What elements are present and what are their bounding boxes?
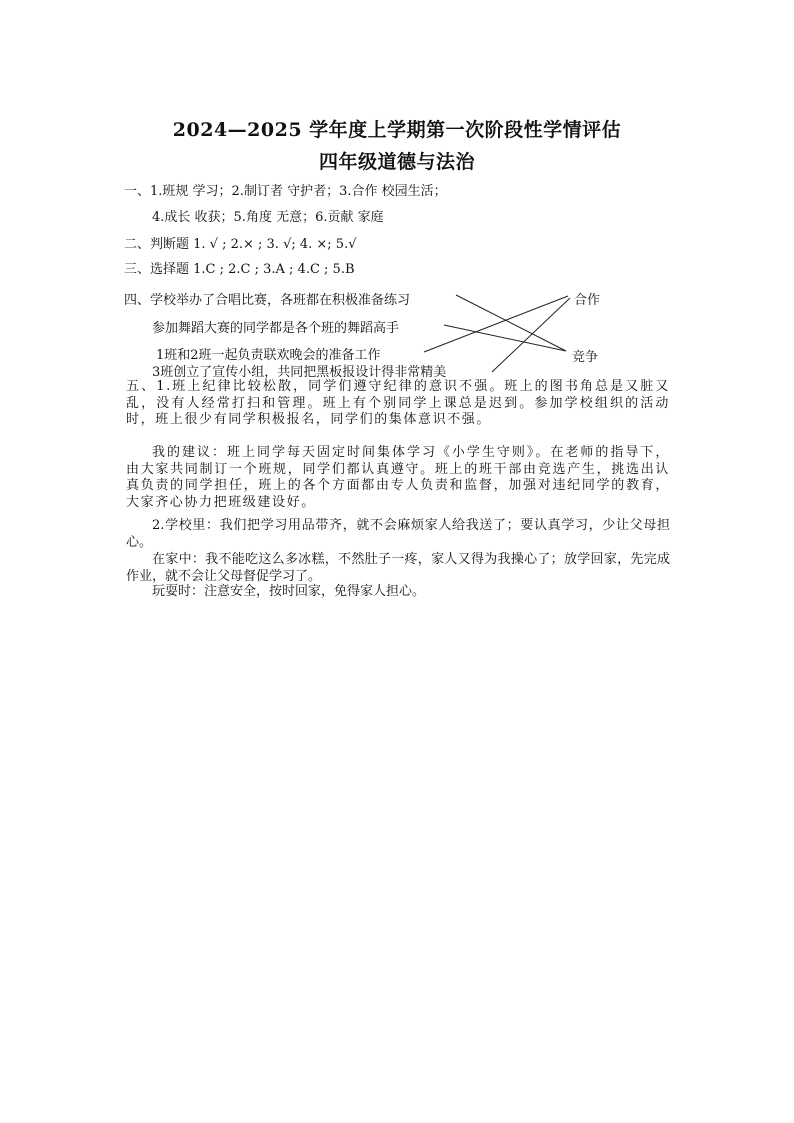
page-title-line2: 四年级道德与法治 <box>318 151 475 173</box>
match-target-competition: 竞争 <box>572 350 599 365</box>
match-item-3: 1班和2班一起负责联欢晚会的准备工作 <box>156 348 381 363</box>
match-item-4: 3班创立了宣传小组，共同把黑板报设计得非常精美 <box>152 365 447 380</box>
match-line-3 <box>424 296 568 352</box>
match-line-2 <box>444 325 566 351</box>
match-item-1: 四、学校举办了合唱比赛，各班都在积极准备练习 <box>124 293 411 308</box>
match-target-cooperation: 合作 <box>574 293 601 308</box>
match-item-2: 参加舞蹈大赛的同学都是各个班的舞蹈高手 <box>152 321 400 336</box>
section5-paragraph-1: 五、1.班上纪律比较松散，同学们遵守纪律的意识不强。班上的图书角总是又脏又乱，没有人经常打扫和管理。班上有个别同学上课总是迟到。参加学校组织的活动时，班上很少有同学积极报名，同学们的集体意识不强。 <box>126 379 670 427</box>
section3-line: 三、选择题 1.C ; 2.C ; 3.A ; 4.C ; 5.B <box>124 262 355 277</box>
section5-paragraph-3: 2.学校里：我们把学习用品带齐，就不会麻烦家人给我送了；要认真学习，少让父母担心。 <box>126 518 670 550</box>
section5-paragraph-2: 我的建议：班上同学每天固定时间集体学习《小学生守则》。在老师的指导下，由大家共同制订一个班规，同学们都认真遵守。班上的班干部由竞选产生，挑选出认真负责的同学担任，班上的各个方面都由专人负责和监督，加强对违纪同学的教育，大家齐心协力把班级建设好。 <box>126 445 670 510</box>
section5-paragraph-5: 玩耍时：注意安全，按时回家，免得家人担心。 <box>152 584 426 599</box>
match-line-4 <box>492 298 570 372</box>
section5-paragraph-4: 在家中：我不能吃这么多冰糕，不然肚子一疼，家人又得为我操心了；放学回家，先完成作业，就不会让父母督促学习了。 <box>126 552 670 584</box>
section1-line2: 4.成长 收获；5.角度 无意；6.贡献 家庭 <box>152 210 384 225</box>
section2-line: 二、判断题 1. √ ; 2.× ; 3. √; 4. ×; 5.√ <box>124 237 357 252</box>
section1-line1: 一、1.班规 学习；2.制订者 守护者；3.合作 校园生活； <box>124 184 447 199</box>
page-title-line1: 2024—2025 学年度上学期第一次阶段性学情评估 <box>172 119 622 141</box>
